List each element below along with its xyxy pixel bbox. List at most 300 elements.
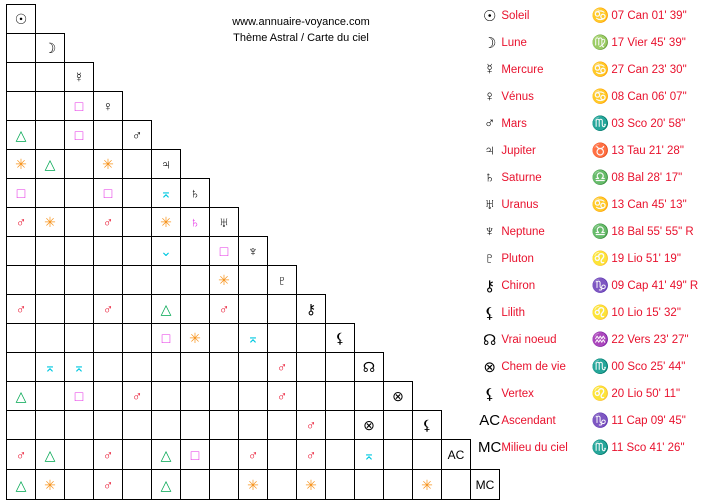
aspect-cell [7, 324, 36, 353]
aspect-glyph: ✳ [421, 476, 433, 493]
aspect-glyph: □ [16, 185, 26, 201]
grid-blank-cell [297, 208, 326, 237]
aspect-cell [94, 150, 123, 179]
aspect-glyph: ⌅ [247, 330, 259, 346]
grid-blank-cell [442, 411, 471, 440]
aspect-cell [152, 208, 181, 237]
grid-blank-cell [326, 63, 355, 92]
grid-blank-cell [355, 295, 384, 324]
grid-blank-cell [210, 34, 239, 63]
aspect-glyph: ⌅ [160, 185, 172, 201]
planet-name: Soleil [501, 9, 530, 22]
grid-blank-cell [413, 353, 442, 382]
grid-blank-cell [268, 92, 297, 121]
aspect-cell [413, 440, 442, 470]
zodiac-sign-icon: ♌ [591, 385, 610, 401]
aspect-cell [7, 470, 36, 500]
aspect-cell [210, 353, 239, 382]
grid-blank-cell [442, 92, 471, 121]
grid-blank-cell [152, 34, 181, 63]
grid-blank-cell [123, 92, 152, 121]
grid-blank-cell [326, 266, 355, 295]
aspect-cell [297, 324, 326, 353]
aspect-glyph: △ [15, 127, 27, 143]
aspect-cell [94, 237, 123, 266]
aspect-glyph: ✳ [44, 476, 56, 493]
zodiac-sign-icon: ♒ [591, 331, 610, 347]
grid-blank-cell [413, 63, 442, 92]
aspect-cell [7, 63, 36, 92]
aspect-cell [7, 150, 36, 179]
grid-planet-label: ♃ [152, 150, 181, 179]
aspect-cell [36, 237, 65, 266]
grid-blank-cell [326, 121, 355, 150]
grid-blank-cell [442, 208, 471, 237]
grid-planet-label: ♄ [181, 179, 210, 208]
aspect-grid-row [7, 63, 500, 92]
planet-position: 17 Vier 45' 39" [611, 36, 686, 49]
grid-blank-cell [384, 34, 413, 63]
grid-blank-cell [442, 324, 471, 353]
aspect-cell [239, 411, 268, 440]
legend-row [478, 380, 702, 407]
grid-planet-label: ☊ [355, 353, 384, 382]
aspect-cell [123, 295, 152, 324]
aspect-glyph: ♄ [189, 214, 201, 230]
planet-positions-legend [478, 2, 702, 461]
planet-position: 20 Lio 50' 11" [611, 387, 681, 400]
aspect-cell [355, 470, 384, 500]
grid-blank-cell [297, 34, 326, 63]
zodiac-sign-icon: ♍ [591, 34, 610, 50]
grid-planet-label: ⊗ [384, 382, 413, 411]
aspect-glyph: ♂ [15, 214, 27, 230]
grid-blank-cell [297, 63, 326, 92]
planet-symbol-icon: ♇ [484, 250, 496, 267]
grid-blank-cell [65, 5, 94, 34]
grid-blank-cell [355, 266, 384, 295]
grid-blank-cell [239, 179, 268, 208]
legend-row [478, 272, 702, 299]
aspect-cell [181, 266, 210, 295]
aspect-cell [152, 237, 181, 266]
grid-blank-cell [413, 237, 442, 266]
aspect-glyph: ✳ [305, 476, 317, 493]
planet-position: 08 Can 06' 07" [611, 90, 687, 103]
planet-symbol-icon: ⊗ [483, 358, 496, 376]
aspect-cell [36, 121, 65, 150]
aspect-glyph: ✳ [247, 476, 259, 493]
aspect-cell [181, 382, 210, 411]
planet-symbol-icon: ⚸ [484, 385, 496, 403]
aspect-grid-row [7, 5, 500, 34]
aspect-glyph: □ [74, 388, 84, 404]
aspect-cell [181, 440, 210, 470]
grid-blank-cell [355, 92, 384, 121]
aspect-grid-row [7, 353, 500, 382]
aspect-cell [65, 353, 94, 382]
grid-blank-cell [326, 92, 355, 121]
aspect-cell [355, 382, 384, 411]
aspect-cell [210, 324, 239, 353]
aspect-glyph: △ [160, 446, 172, 463]
aspect-cell [36, 179, 65, 208]
aspect-cell [152, 353, 181, 382]
aspect-glyph: △ [160, 301, 172, 317]
aspect-cell [442, 470, 471, 500]
aspect-glyph: △ [44, 156, 56, 172]
grid-planet-label: AC [442, 440, 471, 470]
aspect-cell [65, 92, 94, 121]
grid-blank-cell [65, 34, 94, 63]
grid-planet-label: ♆ [239, 237, 268, 266]
aspect-cell [94, 266, 123, 295]
aspect-cell [36, 208, 65, 237]
grid-blank-cell [355, 237, 384, 266]
aspect-glyph: □ [161, 330, 171, 346]
planet-symbol-icon: ♅ [484, 196, 496, 213]
grid-planet-label: ☿ [65, 63, 94, 92]
planet-name: Jupiter [501, 144, 536, 157]
grid-blank-cell [181, 5, 210, 34]
legend-row [478, 164, 702, 191]
zodiac-sign-icon: ♌ [591, 304, 610, 320]
aspect-cell [326, 440, 355, 470]
aspect-cell [94, 208, 123, 237]
planet-name: Pluton [501, 252, 534, 265]
aspect-grid-row [7, 266, 500, 295]
aspect-cell [7, 295, 36, 324]
aspect-cell [36, 92, 65, 121]
grid-blank-cell [297, 179, 326, 208]
planet-name: Lune [501, 36, 527, 49]
planet-name: Chem de vie [501, 360, 566, 373]
aspect-glyph: ⌅ [73, 359, 85, 375]
grid-blank-cell [239, 92, 268, 121]
aspect-glyph: □ [190, 446, 200, 463]
grid-planet-label: MC [471, 470, 500, 500]
aspect-cell [210, 382, 239, 411]
aspect-grid-row [7, 92, 500, 121]
aspect-cell [384, 411, 413, 440]
aspect-cell [384, 470, 413, 500]
aspect-cell [268, 470, 297, 500]
grid-blank-cell [384, 353, 413, 382]
aspect-cell [94, 470, 123, 500]
grid-blank-cell [94, 5, 123, 34]
grid-planet-label: ♂ [123, 121, 152, 150]
planet-symbol-icon: ☽ [482, 34, 497, 52]
aspect-cell [268, 324, 297, 353]
grid-blank-cell [268, 179, 297, 208]
aspect-glyph: ✳ [160, 214, 172, 230]
grid-planet-label: ⚸ [326, 324, 355, 353]
aspect-grid-container [6, 4, 500, 500]
planet-name: Lilith [501, 306, 525, 319]
grid-blank-cell [413, 266, 442, 295]
aspect-cell [123, 179, 152, 208]
aspect-cell [94, 411, 123, 440]
aspect-glyph: ⌄ [160, 243, 172, 259]
grid-blank-cell [268, 34, 297, 63]
aspect-glyph: ♂ [15, 301, 27, 317]
aspect-cell [181, 324, 210, 353]
grid-blank-cell [326, 5, 355, 34]
aspect-grid-row [7, 121, 500, 150]
aspect-cell [65, 411, 94, 440]
grid-blank-cell [413, 92, 442, 121]
planet-symbol-icon: ♂ [484, 115, 496, 132]
legend-row [478, 56, 702, 83]
grid-blank-cell [210, 63, 239, 92]
grid-blank-cell [268, 5, 297, 34]
grid-planet-label: ♀ [94, 92, 123, 121]
grid-blank-cell [181, 92, 210, 121]
planet-name: Vénus [501, 90, 534, 103]
aspect-glyph: △ [160, 476, 172, 493]
grid-planet-label: ♇ [268, 266, 297, 295]
grid-blank-cell [413, 179, 442, 208]
aspect-cell [326, 382, 355, 411]
grid-blank-cell [181, 150, 210, 179]
grid-blank-cell [442, 63, 471, 92]
aspect-cell [94, 324, 123, 353]
planet-symbol-icon: ☿ [484, 61, 496, 78]
grid-blank-cell [384, 5, 413, 34]
aspect-cell [268, 411, 297, 440]
aspect-cell [36, 353, 65, 382]
planet-name: Milieu du ciel [501, 441, 568, 454]
aspect-cell [94, 179, 123, 208]
planet-symbol-icon: ♆ [484, 223, 496, 240]
aspect-cell [268, 353, 297, 382]
planet-name: Mercure [501, 63, 544, 76]
aspect-glyph: ✳ [189, 330, 201, 346]
aspect-cell [413, 470, 442, 500]
planet-position: 13 Tau 21' 28" [611, 144, 684, 157]
aspect-cell [36, 470, 65, 500]
aspect-cell [94, 440, 123, 470]
aspect-cell [7, 411, 36, 440]
aspect-cell [384, 440, 413, 470]
legend-row [478, 137, 702, 164]
aspect-cell [239, 353, 268, 382]
grid-blank-cell [297, 150, 326, 179]
aspect-cell [123, 411, 152, 440]
zodiac-sign-icon: ♋ [591, 88, 610, 104]
aspect-cell [297, 411, 326, 440]
aspect-glyph: □ [219, 243, 229, 259]
aspect-cell [210, 440, 239, 470]
grid-blank-cell [384, 266, 413, 295]
aspect-cell [7, 208, 36, 237]
aspect-cell [65, 295, 94, 324]
grid-blank-cell [355, 324, 384, 353]
aspect-cell [355, 411, 384, 440]
grid-blank-cell [94, 63, 123, 92]
planet-position: 11 Sco 41' 26" [611, 441, 685, 454]
aspect-cell [94, 353, 123, 382]
aspect-cell [7, 382, 36, 411]
aspect-grid-row [7, 179, 500, 208]
chart-subtitle: Thème Astral / Carte du ciel [233, 32, 369, 44]
aspect-cell [65, 324, 94, 353]
aspect-glyph: ♂ [102, 446, 114, 463]
planet-name: Vertex [501, 387, 534, 400]
grid-blank-cell [355, 34, 384, 63]
grid-blank-cell [326, 237, 355, 266]
zodiac-sign-icon: ♋ [591, 196, 610, 212]
aspect-glyph: △ [15, 476, 27, 493]
grid-blank-cell [268, 121, 297, 150]
grid-blank-cell [355, 208, 384, 237]
aspect-cell [152, 179, 181, 208]
aspect-cell [36, 382, 65, 411]
grid-blank-cell [268, 63, 297, 92]
aspect-cell [210, 266, 239, 295]
aspect-cell [181, 353, 210, 382]
grid-blank-cell [297, 5, 326, 34]
aspect-cell [152, 382, 181, 411]
planet-position: 00 Sco 25' 44" [611, 360, 686, 373]
legend-row [478, 218, 702, 245]
grid-blank-cell [384, 237, 413, 266]
aspect-cell [94, 121, 123, 150]
aspect-cell [355, 440, 384, 470]
aspect-cell [94, 295, 123, 324]
grid-blank-cell [297, 237, 326, 266]
grid-blank-cell [268, 237, 297, 266]
aspect-grid-row [7, 382, 500, 411]
legend-row [478, 434, 702, 461]
grid-blank-cell [413, 324, 442, 353]
aspect-cell [152, 470, 181, 500]
zodiac-sign-icon: ♑ [591, 277, 610, 293]
zodiac-sign-icon: ♏ [591, 115, 610, 131]
grid-blank-cell [239, 5, 268, 34]
grid-blank-cell [413, 150, 442, 179]
planet-symbol-icon: MC [478, 439, 502, 456]
aspect-glyph: ♂ [218, 301, 230, 317]
planet-position: 09 Cap 41' 49" R [611, 279, 699, 292]
aspect-cell [36, 295, 65, 324]
grid-blank-cell [210, 92, 239, 121]
site-url: www.annuaire-voyance.com [232, 16, 370, 28]
planet-symbol-icon: ♄ [484, 169, 496, 186]
aspect-grid-row [7, 295, 500, 324]
grid-blank-cell [442, 179, 471, 208]
planet-position: 03 Sco 20' 58" [611, 117, 686, 130]
grid-blank-cell [413, 121, 442, 150]
grid-blank-cell [239, 121, 268, 150]
planet-symbol-icon: ♀ [484, 88, 496, 105]
aspect-cell [239, 382, 268, 411]
zodiac-sign-icon: ♎ [591, 169, 610, 185]
aspect-glyph: △ [44, 446, 56, 463]
aspect-cell [239, 470, 268, 500]
grid-blank-cell [355, 179, 384, 208]
aspect-glyph: ⊗ [363, 417, 375, 433]
aspect-glyph: ♂ [247, 446, 259, 463]
aspect-cell [297, 470, 326, 500]
aspect-glyph: ♂ [102, 476, 114, 493]
zodiac-sign-icon: ♎ [591, 223, 610, 239]
aspect-cell [268, 440, 297, 470]
grid-planet-label: ☽ [36, 34, 65, 63]
aspect-cell [152, 295, 181, 324]
aspect-glyph: ♂ [15, 446, 27, 463]
aspect-glyph: ♂ [276, 388, 288, 404]
aspect-cell [268, 382, 297, 411]
aspect-cell [152, 411, 181, 440]
aspect-cell [7, 92, 36, 121]
aspect-cell [65, 440, 94, 470]
grid-blank-cell [442, 266, 471, 295]
zodiac-sign-icon: ♋ [591, 7, 610, 23]
aspect-cell [210, 237, 239, 266]
grid-blank-cell [152, 63, 181, 92]
aspect-cell [326, 411, 355, 440]
grid-blank-cell [442, 382, 471, 411]
aspect-grid-row [7, 470, 500, 500]
planet-position: 10 Lio 15' 32" [611, 306, 681, 319]
grid-blank-cell [268, 150, 297, 179]
grid-planet-label: ♅ [210, 208, 239, 237]
grid-blank-cell [210, 179, 239, 208]
aspect-cell [181, 237, 210, 266]
aspect-cell [210, 470, 239, 500]
aspect-cell [239, 440, 268, 470]
aspect-cell [181, 470, 210, 500]
aspect-cell [297, 382, 326, 411]
aspect-cell [239, 295, 268, 324]
aspect-grid-row [7, 324, 500, 353]
grid-blank-cell [384, 179, 413, 208]
aspect-cell [123, 382, 152, 411]
grid-blank-cell [152, 92, 181, 121]
aspect-cell [297, 353, 326, 382]
aspect-cell [7, 266, 36, 295]
grid-blank-cell [355, 63, 384, 92]
aspect-cell [65, 179, 94, 208]
planet-position: 07 Can 01' 39" [611, 9, 687, 22]
planet-symbol-icon: ☉ [482, 7, 497, 25]
aspect-cell [36, 411, 65, 440]
grid-blank-cell [413, 295, 442, 324]
zodiac-sign-icon: ♑ [591, 412, 610, 428]
aspect-cell [152, 440, 181, 470]
zodiac-sign-icon: ♉ [591, 142, 610, 158]
aspect-cell [268, 295, 297, 324]
planet-position: 27 Can 23' 30" [611, 63, 687, 76]
aspect-glyph: ✳ [44, 214, 56, 230]
aspect-cell [239, 266, 268, 295]
planet-name: Saturne [501, 171, 542, 184]
aspect-glyph: ⌅ [363, 446, 375, 463]
grid-blank-cell [123, 63, 152, 92]
aspect-cell [123, 266, 152, 295]
grid-blank-cell [355, 121, 384, 150]
grid-blank-cell [413, 34, 442, 63]
grid-blank-cell [94, 34, 123, 63]
aspect-cell [65, 382, 94, 411]
planet-position: 18 Bal 55' 55" R [611, 225, 694, 238]
grid-planet-label: ☉ [7, 5, 36, 34]
aspect-glyph: □ [74, 127, 84, 143]
aspect-glyph: ♂ [305, 417, 317, 433]
aspect-cell [65, 121, 94, 150]
aspect-glyph: ♂ [102, 301, 114, 317]
